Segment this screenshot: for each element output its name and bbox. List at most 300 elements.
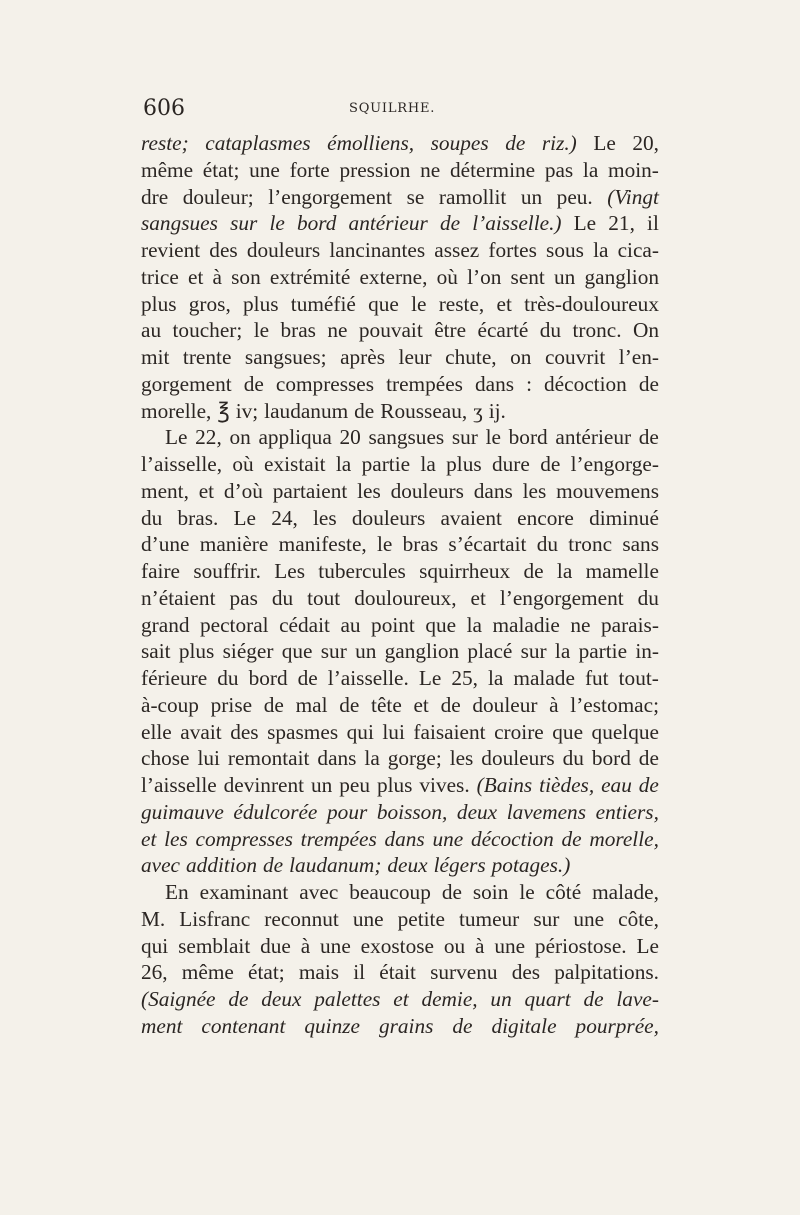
- word: bras: [402, 532, 439, 557]
- word: après: [340, 345, 386, 369]
- italic-word: et: [393, 987, 409, 1011]
- word: trente: [182, 345, 232, 369]
- word: dure: [492, 452, 530, 476]
- italic-word: laudanum;: [289, 853, 382, 878]
- text-line: [141, 799, 659, 826]
- word: peu.: [556, 184, 593, 209]
- word: ij.: [488, 398, 506, 423]
- word: l’aisselle,: [141, 452, 223, 476]
- word: à: [300, 933, 311, 958]
- word: forte: [289, 157, 330, 182]
- text-line: [141, 906, 659, 933]
- word: avec: [299, 880, 339, 904]
- word: existait: [264, 452, 326, 476]
- text-line: [141, 879, 659, 906]
- word: moin-: [608, 157, 659, 182]
- italic-word: cataplasmes: [205, 131, 311, 155]
- text-line: [141, 745, 659, 772]
- word: siéger: [222, 639, 274, 664]
- word: bord: [248, 666, 288, 690]
- word: partaient: [272, 478, 348, 503]
- word: la: [420, 452, 436, 476]
- word: elle: [141, 719, 172, 744]
- word: son: [231, 264, 261, 289]
- word: douleurs: [351, 505, 426, 530]
- word: du: [271, 585, 294, 610]
- text-line: [141, 264, 659, 291]
- italic-word: quart: [524, 987, 571, 1011]
- word: au: [141, 318, 162, 343]
- word: dans: [475, 371, 515, 396]
- word: n’étaient: [141, 585, 216, 610]
- text-line: [141, 826, 659, 853]
- text-line: [141, 157, 659, 184]
- page-header: [143, 96, 659, 126]
- word: même: [141, 157, 194, 182]
- word: la: [466, 612, 482, 637]
- text-line: [141, 237, 659, 264]
- word: qui: [141, 933, 169, 958]
- word: de: [440, 692, 461, 717]
- word: une: [352, 906, 384, 931]
- word: :: [526, 371, 532, 396]
- italic-word: légers: [433, 853, 486, 878]
- word: point: [371, 612, 415, 637]
- text-line: [141, 505, 659, 532]
- word: l’engorgement: [499, 585, 624, 610]
- word: grand: [141, 612, 190, 637]
- italic-word: addition: [186, 853, 258, 878]
- word: tronc: [568, 532, 613, 557]
- italic-word: boisson,: [376, 799, 448, 824]
- word: diminué: [589, 505, 659, 530]
- word: on: [510, 345, 532, 369]
- word: Lisfranc: [179, 906, 251, 931]
- italic-word: morelle,: [589, 826, 659, 851]
- word: de: [243, 371, 264, 396]
- italic-word: une: [432, 826, 464, 851]
- italic-word: eau: [601, 773, 632, 797]
- italic-word: compresses: [195, 826, 293, 851]
- word: parais-: [600, 612, 659, 637]
- word: reste,: [438, 291, 485, 316]
- word: sent: [510, 264, 545, 289]
- word: couvrit: [544, 345, 606, 369]
- word: que: [552, 719, 584, 744]
- word: à: [549, 692, 559, 717]
- word: et: [198, 478, 215, 503]
- word: exostose: [360, 933, 434, 958]
- word: sur: [533, 906, 560, 931]
- text-line: [141, 317, 659, 344]
- italic-word: de: [452, 1013, 473, 1038]
- word: bord: [508, 425, 548, 450]
- italic-word: le: [269, 211, 285, 236]
- word: du: [217, 666, 239, 690]
- italic-word: deux: [456, 799, 498, 824]
- word: la: [582, 157, 599, 182]
- italic-word: émolliens,: [327, 131, 415, 155]
- word: et: [470, 585, 486, 610]
- word: des: [209, 238, 238, 262]
- word: douleurs: [390, 478, 464, 503]
- word: souffrir.: [193, 559, 261, 583]
- word: plus: [243, 291, 279, 316]
- word: maladie: [492, 612, 560, 637]
- word: laudanum: [264, 398, 349, 423]
- word: que: [368, 291, 399, 316]
- word: les: [522, 478, 547, 503]
- word: mais: [298, 960, 340, 985]
- word: l’aisselle.: [327, 666, 409, 690]
- word: petite: [397, 906, 445, 931]
- italic-word: entiers,: [595, 799, 659, 824]
- word: remontait: [227, 746, 310, 771]
- text-line: [141, 344, 659, 371]
- word: chute,: [445, 345, 497, 369]
- word: M.: [141, 906, 166, 931]
- text-line: [141, 531, 659, 558]
- word: beaucoup: [349, 880, 431, 904]
- word: sangsues;: [244, 345, 327, 369]
- word: où: [232, 452, 254, 476]
- word: l’estomac;: [570, 692, 659, 717]
- word: douleurs: [246, 238, 321, 262]
- word: externe,: [359, 264, 428, 289]
- word: ne: [327, 318, 348, 343]
- word: iv;: [235, 398, 259, 423]
- italic-word: lave-: [616, 987, 659, 1011]
- word: survenu: [430, 960, 498, 985]
- word: squirrheux: [419, 559, 511, 583]
- italic-word: lavemens: [506, 799, 586, 824]
- word: du: [141, 505, 163, 530]
- word: férieure: [141, 666, 208, 690]
- word: Le: [165, 425, 188, 450]
- word: in-: [635, 639, 659, 664]
- italic-word: soupes: [430, 131, 489, 155]
- text-line: [141, 424, 659, 451]
- word: Le: [636, 933, 659, 958]
- word: l’on: [467, 264, 502, 289]
- word: gros,: [188, 291, 231, 316]
- word: et: [188, 264, 204, 289]
- page-number: 606: [143, 96, 185, 121]
- word: un: [355, 639, 377, 664]
- word: appliqua: [258, 425, 332, 450]
- word: à-coup: [141, 692, 199, 717]
- text-line: [141, 371, 659, 398]
- word: leur: [398, 345, 432, 369]
- word: croire: [494, 719, 544, 744]
- italic-word: quinze: [304, 1013, 360, 1038]
- word: état;: [248, 960, 285, 985]
- word: était: [379, 960, 416, 985]
- word: plus: [376, 773, 413, 797]
- word: à: [475, 933, 485, 958]
- word: avaient: [440, 505, 502, 530]
- word: 24,: [271, 505, 298, 530]
- word: quelque: [591, 719, 659, 744]
- word: fut: [584, 666, 609, 690]
- word: fortes: [488, 238, 537, 262]
- word: l’engorge-: [570, 452, 659, 476]
- word: Le: [418, 666, 442, 690]
- italic-word: guimauve: [141, 799, 224, 824]
- word: de: [523, 559, 544, 583]
- word: sur: [451, 425, 478, 450]
- word: que: [281, 639, 313, 664]
- italic-word: pour: [327, 799, 368, 824]
- word: douleurs: [481, 746, 555, 771]
- italic-word: deux: [261, 987, 302, 1011]
- word: tubercules: [318, 559, 406, 583]
- word: un: [520, 184, 543, 209]
- text-line: [141, 692, 659, 719]
- word: la: [364, 746, 380, 771]
- italic-word: (Vingt: [607, 184, 659, 209]
- word: trice: [141, 264, 179, 289]
- italic-word: de: [505, 131, 526, 155]
- word: Le: [233, 505, 256, 530]
- text-line: [141, 665, 659, 692]
- word: ganglion: [384, 639, 460, 664]
- word: tout-: [618, 666, 659, 690]
- word: reconnut: [264, 906, 339, 931]
- word: il: [647, 211, 659, 236]
- text-line: [141, 933, 659, 960]
- word: une: [249, 157, 280, 182]
- word: 20,: [632, 131, 659, 155]
- word: mouvemens: [556, 478, 659, 503]
- word: sur: [520, 639, 547, 664]
- text-line: [141, 772, 659, 799]
- italic-word: un: [490, 987, 512, 1011]
- word: ne: [420, 157, 441, 182]
- word: état;: [202, 157, 240, 182]
- word: devinrent: [223, 773, 305, 797]
- word: spasmes: [267, 719, 339, 744]
- word: bras: [280, 318, 316, 343]
- word: pectoral: [200, 612, 269, 637]
- word: semblait: [178, 933, 251, 958]
- word: le: [485, 425, 501, 450]
- word: sur: [320, 639, 347, 664]
- word: la: [554, 639, 571, 664]
- word: 26,: [141, 960, 168, 985]
- word: d’où: [223, 478, 263, 503]
- text-line: [141, 585, 659, 612]
- word: un: [554, 264, 576, 289]
- text-line: [141, 959, 659, 986]
- word: sait: [141, 639, 171, 664]
- word: En: [165, 880, 189, 904]
- word: à: [212, 264, 222, 289]
- word: de: [297, 666, 318, 690]
- italic-word: reste;: [141, 131, 189, 155]
- word: se: [406, 184, 425, 209]
- word: très-douloureux: [524, 291, 659, 316]
- word: pas: [229, 585, 258, 610]
- italic-word: bord: [296, 211, 337, 236]
- text-line: [141, 638, 659, 665]
- word: de: [638, 746, 659, 771]
- word: manifeste,: [278, 532, 367, 557]
- text-line: [141, 184, 659, 211]
- italic-word: potages.): [491, 853, 571, 878]
- word: une: [573, 906, 605, 931]
- word: douleur: [472, 692, 538, 717]
- text-line: [141, 398, 659, 425]
- word: pression: [339, 157, 411, 182]
- word: mal: [295, 692, 328, 717]
- word: Le: [573, 211, 597, 236]
- word: encore: [517, 505, 574, 530]
- word: On: [632, 318, 659, 343]
- italic-word: trempées: [300, 826, 377, 851]
- italic-word: sur: [230, 211, 258, 236]
- word: faisaient: [413, 719, 486, 744]
- word: cédait: [279, 612, 330, 637]
- italic-word: deux: [387, 853, 428, 878]
- word: sous: [546, 238, 584, 262]
- word: de: [354, 398, 375, 423]
- word: détermine: [449, 157, 536, 182]
- word: du: [637, 585, 659, 610]
- word: douloureux,: [354, 585, 457, 610]
- italic-word: tièdes,: [539, 773, 595, 797]
- italic-word: de: [228, 987, 249, 1011]
- word: bras.: [177, 505, 219, 530]
- word: le: [411, 291, 427, 316]
- word: examinant: [199, 880, 289, 904]
- word: extrémité: [269, 264, 351, 289]
- word: les: [313, 505, 337, 530]
- word: toucher;: [172, 318, 243, 343]
- word: de: [638, 371, 659, 396]
- italic-word: de: [263, 853, 284, 878]
- italic-word: antérieur: [348, 211, 428, 236]
- word: tout: [307, 585, 341, 610]
- italic-word: de: [561, 826, 582, 851]
- italic-word: de: [638, 773, 659, 797]
- word: plus: [446, 452, 482, 476]
- word: un: [311, 773, 333, 797]
- word: partie: [361, 452, 411, 476]
- word: 21,: [608, 211, 635, 236]
- word: revient: [141, 238, 201, 262]
- word: Le: [593, 131, 616, 155]
- italic-word: sangsues: [141, 211, 218, 236]
- text-line: [141, 612, 659, 639]
- italic-word: grains: [378, 1013, 434, 1038]
- italic-word: (Bains: [476, 773, 533, 797]
- word: la: [335, 452, 352, 476]
- word: même: [181, 960, 234, 985]
- word: tumeur: [458, 906, 520, 931]
- word: peu: [339, 773, 370, 797]
- text-line: [141, 210, 659, 237]
- word: partie: [578, 639, 628, 664]
- word: lui: [197, 746, 220, 771]
- body-text: [141, 130, 659, 1040]
- italic-word: palettes: [314, 987, 381, 1011]
- word: côté: [545, 880, 582, 904]
- word: tuméfié: [290, 291, 356, 316]
- text-line: [141, 558, 659, 585]
- word: sans: [622, 532, 659, 557]
- word: ou: [443, 933, 466, 958]
- word: la: [593, 238, 609, 262]
- word: mit: [141, 345, 170, 369]
- word: placé: [467, 639, 513, 664]
- word: et: [496, 291, 512, 316]
- italic-word: contenant: [201, 1013, 286, 1038]
- word: d’une: [141, 532, 190, 557]
- word: compresses: [275, 371, 375, 396]
- word: le: [253, 318, 270, 343]
- word: où: [436, 264, 458, 289]
- word: les: [449, 746, 474, 771]
- word: bord: [591, 746, 631, 771]
- word: douleur;: [182, 184, 254, 209]
- word: malade: [513, 666, 575, 690]
- italic-word: avec: [141, 853, 181, 878]
- word: lui: [382, 719, 405, 744]
- italic-word: pourprée,: [575, 1013, 659, 1038]
- word: palpitations.: [554, 960, 659, 985]
- italic-word: et: [141, 826, 157, 851]
- word: ℥: [217, 398, 230, 423]
- word: du: [536, 532, 559, 557]
- word: avait: [180, 719, 222, 744]
- word: ganglion: [584, 264, 659, 289]
- word: de: [540, 452, 561, 476]
- word: le: [519, 880, 535, 904]
- word: que: [425, 612, 457, 637]
- word: 25,: [451, 666, 478, 690]
- word: sangsues: [368, 425, 445, 450]
- text-line: [141, 291, 659, 318]
- word: au: [340, 612, 361, 637]
- word: et: [413, 692, 429, 717]
- word: plus: [141, 291, 177, 316]
- word: périostose.: [534, 933, 627, 958]
- word: écarté: [477, 318, 529, 343]
- word: l’engorgement: [268, 184, 393, 209]
- word: des: [230, 719, 259, 744]
- word: antérieur: [555, 425, 632, 450]
- word: pouvait: [358, 318, 423, 343]
- word: plus: [178, 639, 215, 664]
- word: dre: [141, 184, 169, 209]
- word: morelle,: [141, 398, 212, 423]
- running-title: SQUILRHE.: [349, 101, 436, 116]
- word: cica-: [617, 238, 659, 262]
- word: l’aisselle: [141, 773, 217, 797]
- italic-word: dans: [384, 826, 425, 851]
- word: 22,: [195, 425, 222, 450]
- word: du: [562, 746, 584, 771]
- word: due: [260, 933, 291, 958]
- word: malade,: [592, 880, 659, 904]
- italic-word: de: [439, 211, 461, 236]
- word: être: [434, 318, 467, 343]
- word: trempées: [386, 371, 463, 396]
- word: s’écartait: [448, 532, 527, 557]
- italic-word: de: [583, 987, 604, 1011]
- italic-word: l’aisselle.): [472, 211, 562, 236]
